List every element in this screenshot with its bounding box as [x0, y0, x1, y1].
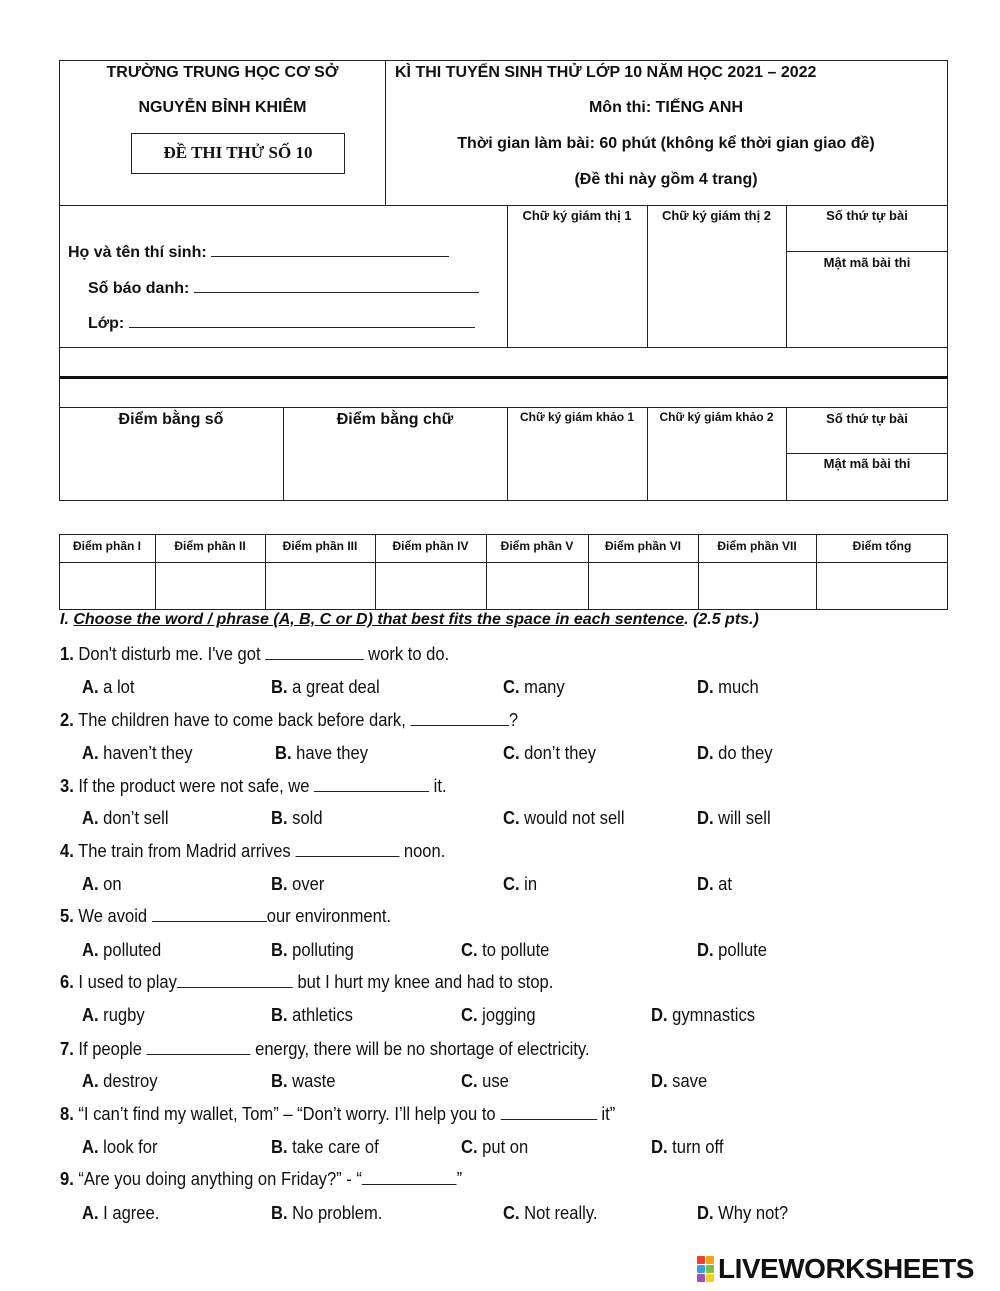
- school-line2: NGUYỄN BỈNH KHIÊM: [138, 99, 307, 116]
- option-text: will sell: [718, 808, 771, 828]
- question-text: “I can’t find my wallet, Tom” – “Don’t worry. I’ll help you to: [73, 1104, 501, 1124]
- option-d[interactable]: [651, 1005, 755, 1026]
- student-divider-1: [507, 205, 508, 348]
- grading-secret-code-label: Mật mã bài thi: [823, 456, 911, 471]
- question-text: our environment.: [266, 906, 392, 926]
- option-c[interactable]: [503, 677, 565, 698]
- option-text: at: [718, 874, 732, 894]
- option-letter: B.: [271, 808, 288, 828]
- option-d[interactable]: [697, 874, 732, 895]
- answer-blank[interactable]: [295, 841, 399, 857]
- option-letter: D.: [697, 1203, 714, 1223]
- option-c[interactable]: [503, 743, 596, 764]
- option-text: put on: [482, 1137, 529, 1157]
- student-id-label: Số báo danh:: [88, 280, 190, 297]
- option-d[interactable]: [651, 1137, 723, 1158]
- option-d[interactable]: [697, 940, 767, 961]
- option-text: use: [482, 1071, 509, 1091]
- option-letter: B.: [271, 1137, 288, 1157]
- answer-blank[interactable]: [410, 710, 508, 726]
- option-text: have they: [296, 743, 368, 763]
- option-text: don’t sell: [103, 808, 169, 828]
- student-name-row: [68, 243, 449, 262]
- section1-instruction: Choose the word / phrase (A, B, C or D) that best fits the space in each sentence: [73, 611, 685, 628]
- option-text: jogging: [482, 1005, 536, 1025]
- option-text: waste: [292, 1071, 336, 1091]
- option-text: much: [718, 677, 759, 697]
- option-a[interactable]: [82, 743, 192, 764]
- question-4: [60, 841, 445, 862]
- option-letter: C.: [461, 1005, 478, 1025]
- option-text: save: [672, 1071, 708, 1091]
- option-letter: B.: [275, 743, 292, 763]
- option-d[interactable]: [697, 808, 771, 829]
- option-text: a lot: [103, 677, 135, 697]
- option-letter: C.: [503, 1203, 520, 1223]
- option-text: look for: [103, 1137, 158, 1157]
- score-header-3: Điểm phần III: [282, 539, 358, 553]
- option-b[interactable]: [275, 743, 368, 764]
- option-text: pollute: [718, 940, 767, 960]
- option-a[interactable]: [82, 1203, 159, 1224]
- option-letter: A.: [82, 677, 99, 697]
- option-c[interactable]: [503, 1203, 598, 1224]
- question-2: [60, 710, 518, 731]
- option-a[interactable]: [82, 677, 134, 698]
- option-text: rugby: [103, 1005, 145, 1025]
- option-letter: D.: [651, 1137, 668, 1157]
- option-letter: C.: [503, 808, 520, 828]
- option-text: polluted: [103, 940, 162, 960]
- question-number: 9.: [60, 1169, 74, 1189]
- option-letter: D.: [697, 677, 714, 697]
- question-text: but I hurt my knee and had to stop.: [292, 972, 554, 992]
- question-number: 6.: [60, 972, 74, 992]
- cut-line: [59, 376, 948, 379]
- exam-code: ĐỀ THI THỬ SỐ 10: [131, 133, 345, 174]
- proctor1-label: Chữ ký giám thị 1: [522, 208, 632, 223]
- grading-paper-no-label: Số thứ tự bài: [826, 411, 908, 426]
- question-9: [60, 1169, 462, 1190]
- option-text: take care of: [292, 1137, 379, 1157]
- score-words-label: Điểm bằng chữ: [336, 411, 454, 428]
- option-b[interactable]: [271, 1137, 379, 1158]
- option-text: turn off: [672, 1137, 724, 1157]
- liveworksheets-logo-icon: [697, 1256, 714, 1282]
- option-text: polluting: [292, 940, 354, 960]
- option-c[interactable]: [461, 940, 549, 961]
- paper-no-label: Số thứ tự bài: [826, 208, 908, 223]
- question-text: I used to play: [73, 972, 177, 992]
- liveworksheets-logo[interactable]: [697, 1253, 974, 1285]
- school-line1: TRƯỜNG TRUNG HỌC CƠ SỞ: [106, 64, 339, 81]
- option-letter: C.: [503, 874, 520, 894]
- option-b[interactable]: [271, 874, 324, 895]
- option-letter: B.: [271, 940, 288, 960]
- logo-square: [706, 1265, 714, 1273]
- secret-code-label: Mật mã bài thi: [823, 255, 911, 270]
- option-text: I agree.: [103, 1203, 160, 1223]
- option-text: Why not?: [718, 1203, 789, 1223]
- option-a[interactable]: [82, 940, 161, 961]
- answer-blank[interactable]: [177, 972, 293, 988]
- question-text: We avoid: [73, 906, 152, 926]
- question-8: [60, 1104, 615, 1125]
- option-text: sold: [292, 808, 323, 828]
- option-text: to pollute: [482, 940, 550, 960]
- student-class-label: Lớp:: [88, 315, 125, 332]
- option-text: over: [292, 874, 325, 894]
- score-header-6: Điểm phần VI: [604, 539, 681, 553]
- option-d[interactable]: [697, 677, 759, 698]
- option-letter: D.: [651, 1005, 668, 1025]
- question-text: work to do.: [363, 644, 450, 664]
- examiner1-label: Chữ ký giám khảo 1: [519, 410, 635, 424]
- score-header-2: Điểm phần II: [174, 539, 246, 553]
- option-letter: D.: [697, 808, 714, 828]
- option-letter: C.: [461, 940, 478, 960]
- question-text: “Are you doing anything on Friday?” - “: [73, 1169, 362, 1189]
- section1-prefix: I.: [60, 611, 74, 628]
- option-text: would not sell: [524, 808, 625, 828]
- option-b[interactable]: [271, 808, 323, 829]
- question-number: 1.: [60, 644, 74, 664]
- question-number: 5.: [60, 906, 74, 926]
- option-a[interactable]: [82, 874, 122, 895]
- section1-heading: [60, 611, 759, 629]
- answer-blank[interactable]: [265, 644, 363, 660]
- option-letter: A.: [82, 1005, 99, 1025]
- option-letter: A.: [82, 743, 99, 763]
- question-number: 3.: [60, 776, 74, 796]
- question-number: 4.: [60, 841, 74, 861]
- option-text: a great deal: [292, 677, 380, 697]
- option-c[interactable]: [503, 808, 625, 829]
- exam-subject: Môn thi: TIẾNG ANH: [588, 99, 744, 116]
- option-letter: C.: [461, 1071, 478, 1091]
- question-text: If the product were not safe, we: [73, 776, 315, 796]
- option-text: on: [103, 874, 122, 894]
- question-7: [60, 1039, 590, 1060]
- section1-suffix: . (2.5 pts.): [684, 611, 759, 628]
- option-text: haven’t they: [103, 743, 193, 763]
- option-c[interactable]: [461, 1005, 536, 1026]
- question-3: [60, 776, 447, 797]
- student-id-row: [88, 279, 479, 298]
- option-a[interactable]: [82, 1071, 157, 1092]
- student-divider-3: [786, 205, 787, 348]
- examiner2-label: Chữ ký giám khảo 2: [659, 410, 774, 424]
- option-d[interactable]: [697, 743, 772, 764]
- question-number: 8.: [60, 1104, 74, 1124]
- option-text: destroy: [103, 1071, 158, 1091]
- exam-pages: (Đề thi này gồm 4 trang): [574, 171, 758, 188]
- option-letter: B.: [271, 1005, 288, 1025]
- question-1: [60, 644, 449, 665]
- grading-split-line: [786, 453, 948, 454]
- option-a[interactable]: [82, 1005, 145, 1026]
- logo-text: LIVEWORKSHEETS: [718, 1253, 974, 1284]
- score-header-1: Điểm phần I: [72, 539, 141, 553]
- option-text: No problem.: [292, 1203, 383, 1223]
- option-letter: B.: [271, 1203, 288, 1223]
- question-5: [60, 906, 391, 927]
- score-header-7: Điểm phần VII: [717, 539, 797, 553]
- score-header-5: Điểm phần V: [500, 539, 574, 553]
- option-letter: D.: [697, 940, 714, 960]
- option-c[interactable]: [461, 1071, 509, 1092]
- question-text: The train from Madrid arrives: [73, 841, 296, 861]
- logo-square: [697, 1256, 705, 1264]
- option-text: many: [524, 677, 565, 697]
- logo-square: [697, 1265, 705, 1273]
- option-d[interactable]: [651, 1071, 707, 1092]
- score-header-4: Điểm phần IV: [392, 539, 469, 553]
- option-text: in: [524, 874, 538, 894]
- option-letter: C.: [503, 743, 520, 763]
- logo-square: [706, 1256, 714, 1264]
- student-id-field[interactable]: [194, 279, 479, 293]
- question-text: noon.: [399, 841, 446, 861]
- option-text: gymnastics: [672, 1005, 756, 1025]
- option-b[interactable]: [271, 1071, 335, 1092]
- option-a[interactable]: [82, 808, 169, 829]
- answer-blank[interactable]: [314, 776, 429, 792]
- exam-duration: Thời gian làm bài: 60 phút (không kể thời gian giao đề): [457, 135, 875, 152]
- answer-blank[interactable]: [362, 1169, 457, 1185]
- question-6: [60, 972, 553, 993]
- score-number-label: Điểm bằng số: [118, 411, 224, 428]
- option-letter: A.: [82, 808, 99, 828]
- option-letter: A.: [82, 1137, 99, 1157]
- question-text: it.: [429, 776, 447, 796]
- option-letter: A.: [82, 1203, 99, 1223]
- option-text: athletics: [292, 1005, 353, 1025]
- option-c[interactable]: [461, 1137, 528, 1158]
- option-letter: D.: [651, 1071, 668, 1091]
- option-b[interactable]: [271, 940, 354, 961]
- option-letter: B.: [271, 874, 288, 894]
- score-header-total: Điểm tổng: [852, 539, 912, 553]
- answer-blank[interactable]: [147, 1039, 251, 1055]
- question-number: 7.: [60, 1039, 74, 1059]
- student-name-field[interactable]: [211, 243, 449, 257]
- student-class-field[interactable]: [129, 314, 475, 328]
- question-text: ”: [456, 1169, 463, 1189]
- option-b[interactable]: [271, 1005, 353, 1026]
- option-b[interactable]: [271, 677, 380, 698]
- option-text: Not really.: [524, 1203, 598, 1223]
- option-b[interactable]: [271, 1203, 382, 1224]
- option-text: do they: [718, 743, 773, 763]
- option-letter: A.: [82, 940, 99, 960]
- option-letter: D.: [697, 743, 714, 763]
- option-letter: C.: [461, 1137, 478, 1157]
- question-text: Don't disturb me. I've got: [73, 644, 266, 664]
- exam-title: KÌ THI TUYỂN SINH THỬ LỚP 10 NĂM HỌC 2021 – 2022: [395, 64, 817, 81]
- proctor2-label: Chữ ký giám thị 2: [661, 208, 772, 223]
- option-letter: D.: [697, 874, 714, 894]
- student-divider-2: [647, 205, 648, 348]
- question-number: 2.: [60, 710, 74, 730]
- question-text: energy, there will be no shortage of electricity.: [250, 1039, 590, 1059]
- option-c[interactable]: [503, 874, 537, 895]
- option-letter: A.: [82, 1071, 99, 1091]
- question-text: it”: [596, 1104, 616, 1124]
- student-split-line: [786, 251, 948, 252]
- option-a[interactable]: [82, 1137, 157, 1158]
- answer-blank[interactable]: [152, 906, 267, 922]
- option-d[interactable]: [697, 1203, 788, 1224]
- question-text: ?: [508, 710, 519, 730]
- logo-square: [706, 1274, 714, 1282]
- student-class-row: [88, 314, 475, 333]
- option-text: don’t they: [524, 743, 596, 763]
- option-letter: B.: [271, 677, 288, 697]
- student-name-label: Họ và tên thí sinh:: [68, 244, 207, 261]
- option-letter: B.: [271, 1071, 288, 1091]
- answer-blank[interactable]: [500, 1104, 597, 1120]
- logo-square: [697, 1274, 705, 1282]
- option-letter: C.: [503, 677, 520, 697]
- option-letter: A.: [82, 874, 99, 894]
- question-text: The children have to come back before dark,: [73, 710, 411, 730]
- question-text: If people: [73, 1039, 147, 1059]
